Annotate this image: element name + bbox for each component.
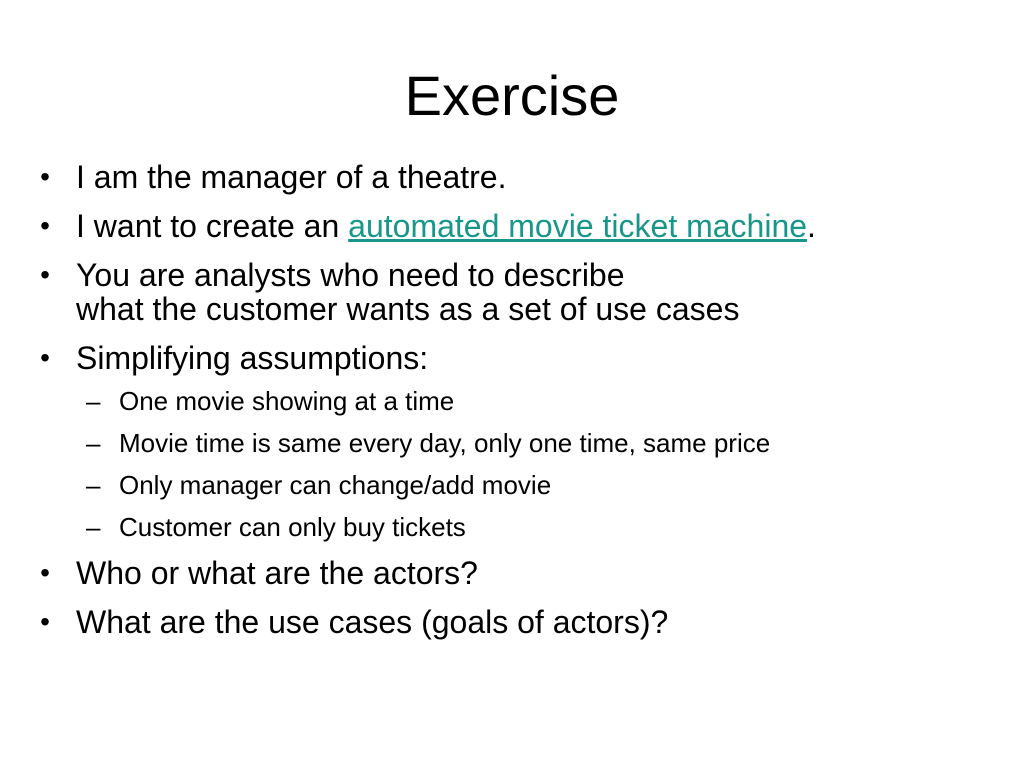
bullet-text: What are the use cases (goals of actors)? (76, 604, 669, 640)
bullet-marker: • (40, 210, 50, 241)
bullet-text-line-1: You are analysts who need to describe (76, 257, 625, 293)
bullet-marker: • (40, 161, 50, 192)
bullet-text: I am the manager of a theatre. (76, 159, 507, 195)
sub-bullet-text: Only manager can change/add movie (119, 470, 552, 500)
sub-bullet-item (30, 386, 1010, 416)
bullet-text: Who or what are the actors? (76, 555, 478, 591)
slide-title: Exercise (404, 64, 620, 127)
sub-bullet-marker: – (86, 386, 101, 416)
bullet-marker: • (40, 342, 50, 373)
sub-bullet-text: Customer can only buy tickets (119, 512, 466, 542)
bullet-item (30, 556, 1010, 590)
bullet-item (30, 209, 1010, 243)
sub-bullet-marker: – (86, 512, 101, 542)
sub-bullet-item (30, 428, 1010, 458)
bullet-item (30, 605, 1010, 639)
sub-bullet-marker: – (86, 428, 101, 458)
sub-bullet-marker: – (86, 470, 101, 500)
bullet-text: Simplifying assumptions: (76, 340, 429, 376)
slide-body (30, 160, 1010, 654)
sub-bullet-item (30, 470, 1010, 500)
bullet-item (30, 160, 1010, 194)
sub-bullet-text: Movie time is same every day, only one time, same price (119, 428, 771, 458)
ticket-machine-link[interactable]: automated movie ticket machine (348, 208, 808, 244)
sub-bullet-item (30, 512, 1010, 542)
bullet-marker: • (40, 557, 50, 588)
bullet-item (30, 258, 1010, 326)
bullet-item (30, 341, 1010, 375)
bullet-marker: • (40, 259, 50, 290)
bullet-text-suffix: . (807, 208, 816, 244)
bullet-marker: • (40, 606, 50, 637)
sub-bullet-text: One movie showing at a time (119, 386, 455, 416)
sub-bullet-list (30, 386, 1010, 542)
bullet-text-line-2: what the customer wants as a set of use cases (76, 291, 740, 327)
bullet-text-prefix: I want to create an (76, 208, 349, 244)
